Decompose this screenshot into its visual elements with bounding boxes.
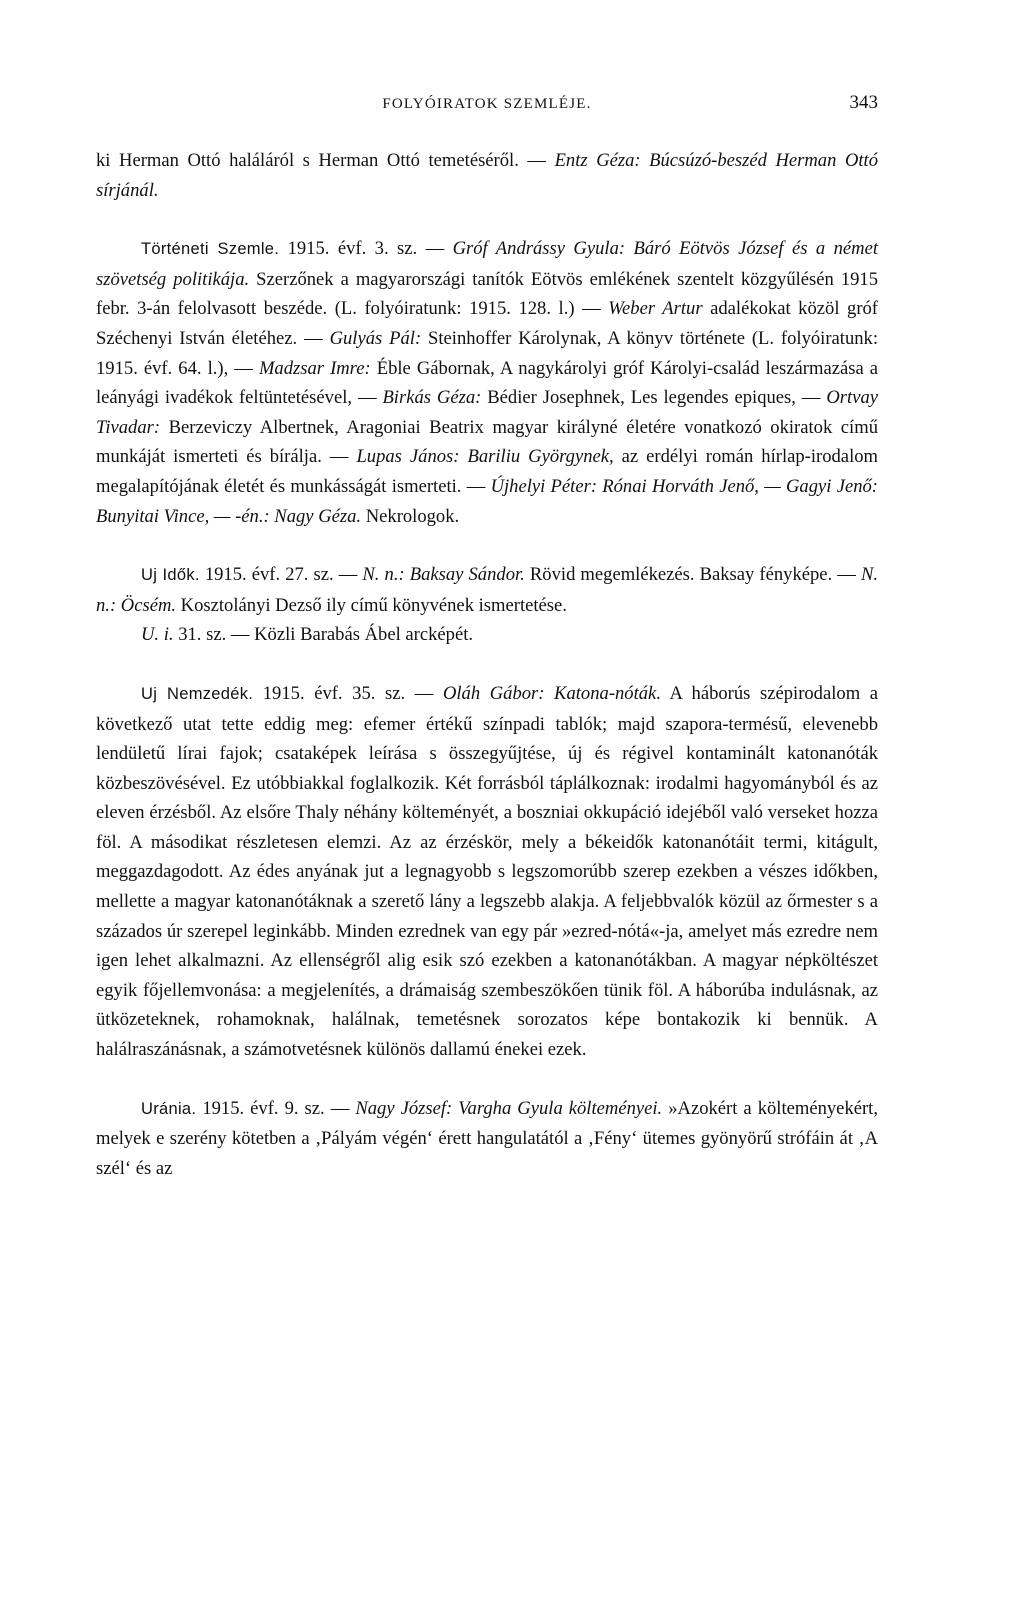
italic-run: Birkás Géza: <box>382 387 482 409</box>
paragraph <box>96 146 878 205</box>
italic-run: Lupas János: Bariliu Györgynek, <box>356 446 614 468</box>
entry-uj-nemzedek <box>96 679 878 1065</box>
text-run: Éble Gábornak, A nagykárolyi gróf Károlyi-család leszármazása a leányági ivadékok feltüntetésével, — <box>96 357 878 409</box>
text-run: Kosztolányi Dezső ily című könyvének ismertetése. <box>176 594 567 616</box>
body-text <box>96 146 878 1183</box>
entry-uj-idok-31 <box>96 620 878 650</box>
text-run: Nekrologok. <box>361 505 460 527</box>
text-run: A háborús szépirodalom a következő utat tette eddig meg: efemer értékű színpadi tablók; majd szapora-termésű, elevenebb lendületű lírai fajok; csataképek leírása s összegyűjtése, új és régivel kontaminált katonanóták közbeszövésével. Ez utóbbiakkal foglalkozik. Két forrásból táplálkoznak: irodalmi hagyományból és az eleven érzésből. Az elsőre Thaly néhány költeményét, a boszniai okkupáció idejéből való verseket hozza föl. A másodikat részletesen elemzi. Az az érzéskör, mely a békeidők katonanótáit termi, kitágult, meggazdagodott. Az édes anyának jut a legnagyobb s legszomorúbb szerep ezekben a vészes időkben, mellette a magyar katonanótáknak a szerető lány a legszebb alakja. A feljebbvalók közül az őrmester s a százados úr szerepel leginkább. Minden ezrednek van egy pár »ezred-nótá«-ja, amelyet más ezredre nem igen lehet alkalmazni. Az ellenségről alig esik szó ezekben a katonanótákban. A magyar népköltészet egyik főjellemvonása: a megjelenítés, a drámaiság szembeszökően tünik föl. A háborúba indulásnak, az ütközeteknek, rohamoknak, halálnak, temetésnek sorozatos képe bontakozik ki bennük. A halálraszánásnak, a számotvetésnek különös dallamú énekei ezek. <box>96 682 879 1061</box>
page-number: 343 <box>849 92 878 113</box>
journal-name: Uj Nemzedék. <box>141 684 254 703</box>
text-run: ki Herman Ottó haláláról s Herman Ottó temetéséről. — <box>96 150 555 171</box>
running-header <box>96 92 878 116</box>
italic-run: Entz Géza: Búcsúzó-beszéd Herman Ottó sírjánál. <box>96 150 878 201</box>
italic-run: Weber Artur <box>608 298 703 320</box>
journal-name: Uránia. <box>141 1099 197 1118</box>
text-run: »Azokért a költeményekért, melyek e szerény kötetben a ‚Pályám végén‘ érett hangulatától a ‚Fény‘ ütemes gyönyörű strófáin át ‚A szél‘ és az <box>96 1097 878 1179</box>
text-run: 1915. évf. 27. sz. — <box>199 564 363 586</box>
text-run: az erdélyi román hírlap-irodalom megalapítójának életét és munkásságát ismerteti. — <box>96 446 878 497</box>
entry-urania <box>96 1094 878 1184</box>
italic-run: N. n.: Öcsém. <box>96 564 878 616</box>
journal-name: Uj Idők. <box>141 566 200 585</box>
text-run: Szerzőnek a magyarországi tanítók Eötvös emlékének szentelt közgyűlésén 1915 febr. 3-án felolvasott beszéde. (L. folyóiratunk: 1915. 128. l.) — <box>96 268 879 320</box>
entry-tortenti-szemle <box>96 234 878 531</box>
text-run: Berzeviczy Albertnek, Aragoniai Beatrix magyar királyné életére vonatkozó okiratok című munkáját ismerteti és bírálja. — <box>96 416 878 468</box>
italic-run: Gulyás Pál: <box>329 327 422 349</box>
italic-run: Ortvay Tivadar: <box>96 387 878 438</box>
text-run: Bédier Josephnek, Les legendes epiques, — <box>481 387 827 409</box>
text-run: 1915. évf. 9. sz. — <box>196 1097 356 1119</box>
text-run: Rövid megemlékezés. Baksay fényképe. — <box>524 564 861 586</box>
running-title: FOLYÓIRATOK SZEMLÉJE. <box>382 96 592 112</box>
text-run: 1915. évf. 35. sz. — <box>253 682 443 704</box>
italic-run: U. i. <box>141 624 174 646</box>
journal-name: Történeti Szemle. <box>141 240 280 259</box>
italic-run: Madzsar Imre: <box>258 357 371 379</box>
text-run: adalékokat közöl gróf Széchenyi István életéhez. — <box>96 298 879 349</box>
text-run: 31. sz. — Közli Barabás Ábel arcképét. <box>173 624 474 646</box>
italic-run: Újhelyi Péter: Rónai Horváth Jenő, — Gagyi Jenő: Bunyitai Vince, — -én.: Nagy Géza. <box>96 475 879 527</box>
italic-run: Oláh Gábor: Katona-nóták. <box>442 682 661 704</box>
text-run: Steinhoffer Károlynak, A könyv története (L. folyóiratunk: 1915. évf. 64. l.), — <box>96 327 879 379</box>
italic-run: N. n.: Baksay Sándor. <box>362 564 525 586</box>
italic-run: Gróf Andrássy Gyula: Báró Eötvös József és a német szövetség politikája. <box>96 238 878 290</box>
text-run: 1915. évf. 3. sz. — <box>279 238 453 260</box>
italic-run: Nagy József: Vargha Gyula költeményei. <box>355 1097 663 1119</box>
entry-uj-idok <box>96 560 878 620</box>
